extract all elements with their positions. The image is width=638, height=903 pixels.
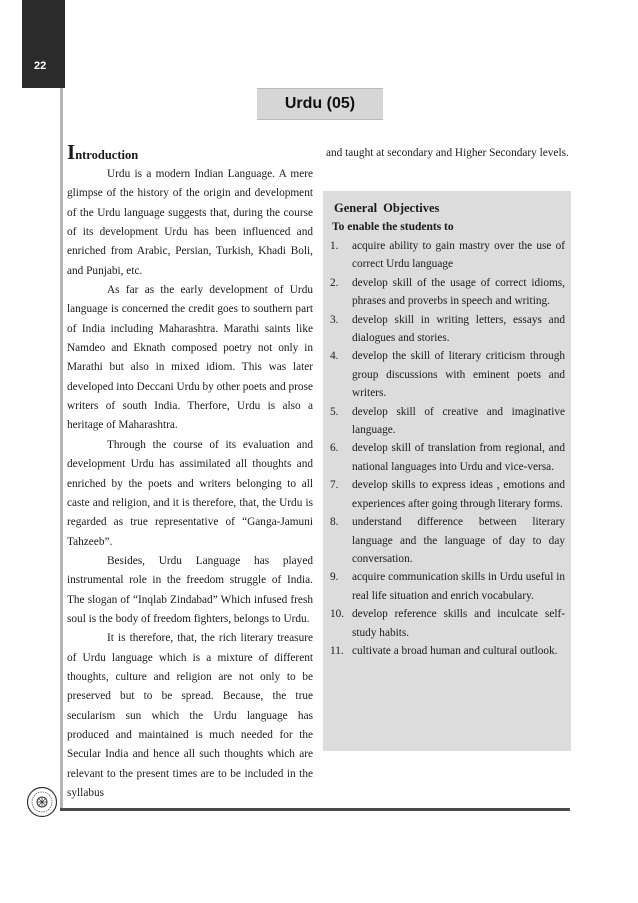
item-number: 2. — [330, 276, 339, 289]
item-text: develop skill in writing letters, essays and dialogues and stories. — [352, 313, 565, 345]
list-item — [330, 568, 565, 605]
item-text: understand difference between literary language and the language of day to day conversation. — [352, 516, 565, 565]
institution-seal-icon — [26, 786, 58, 818]
item-text: develop reference skills and inculcate self-study habits. — [352, 608, 565, 639]
item-text: develop skill of creative and imaginative language. — [352, 405, 565, 437]
item-number: 8. — [330, 516, 339, 529]
continuation-text: and taught at secondary and Higher Secondary levels. — [326, 147, 569, 159]
list-item — [330, 439, 565, 476]
list-item — [330, 274, 565, 311]
item-number: 3. — [330, 313, 339, 326]
introduction-continuation — [326, 144, 572, 163]
page-number-tab — [22, 0, 65, 88]
introduction-column — [67, 142, 313, 803]
list-item — [330, 642, 565, 660]
item-text: develop skills to express ideas , emotions and experiences after going through literary forms. — [352, 479, 565, 510]
objectives-list — [330, 237, 565, 660]
list-item — [330, 311, 565, 348]
list-item — [330, 237, 565, 274]
heading-initial: I — [67, 140, 76, 164]
introduction-heading — [67, 142, 313, 165]
intro-paragraph: It is therefore, that, the rich literary treasure of Urdu language which is a mixture of different thoughts, culture and religion are not only to be preserved but to be spread. Because, the true secularism sun which the Urdu language has produced and maintained is much needed for the Secular India and hence all such thoughts which are relevant to the present times are to be included in the syllabus — [67, 632, 313, 799]
page-number: 22 — [34, 60, 47, 72]
intro-paragraph: Urdu is a modern Indian Language. A mere glimpse of the history of the origin and development of the Urdu language suggests that, during the course of its development Urdu has been influenced and enriched from Arabic, Persian, Turkish, Khadi Boli, and Punjabi, etc. — [67, 168, 313, 277]
item-text: acquire ability to gain mastry over the use of correct Urdu language — [352, 240, 565, 271]
item-number: 6. — [330, 442, 339, 455]
list-item — [330, 605, 565, 642]
list-item — [330, 476, 565, 513]
item-number: 4. — [330, 350, 339, 363]
objectives-box — [323, 191, 571, 751]
item-text: develop skill of the usage of correct idioms, phrases and proverbs in speech and writing. — [352, 276, 565, 308]
objectives-subtitle: To enable the students to — [332, 221, 454, 233]
item-number: 1. — [330, 240, 339, 252]
item-number: 9. — [330, 571, 339, 584]
heading-rest: ntroduction — [75, 148, 139, 162]
item-number: 7. — [330, 479, 339, 492]
intro-paragraph: Through the course of its evaluation and development Urdu has assimilated all thoughts and enriched by the poets and writers belonging to all caste and religion, and it is therefore, that, the Urdu is regarded as true representative of “Ganga-Jamuni Tahzeeb”. — [67, 438, 313, 548]
item-text: acquire communication skills in Urdu useful in real life situation and enrich vocabulary. — [352, 571, 565, 602]
intro-paragraph: Besides, Urdu Language has played instrumental role in the freedom struggle of India. The slogan of “Inqlab Zindabad” Which infused fresh soul is the body of freedom fighters, belongs to Urdu. — [67, 554, 313, 625]
list-item — [330, 513, 565, 568]
item-number: 5. — [330, 405, 339, 418]
intro-paragraph: As far as the early development of Urdu language is concerned the credit goes to southern part of India including Maharashtra. Marathi saints like Namdeo and Eknath composed poetry not only in Marathi but also in mixed idiom. This was later developed into Deccani Urdu by other poets and prose writers of south India. Therfore, Urdu is also a heritage of Maharashtra. — [67, 284, 313, 432]
item-number: 11. — [330, 644, 344, 657]
bottom-rule — [60, 808, 570, 811]
item-text: develop the skill of literary criticism through group discussions with eminent poets and writers. — [352, 350, 565, 400]
left-rule — [60, 88, 63, 808]
list-item — [330, 347, 565, 402]
page-title: Urdu (05) — [257, 88, 383, 120]
list-item — [330, 403, 565, 440]
item-number: 10. — [330, 608, 345, 621]
objectives-title: General Objectives — [334, 201, 440, 215]
item-text: cultivate a broad human and cultural outlook. — [352, 644, 558, 657]
item-text: develop skill of translation from regional, and national languages into Urdu and vice-versa. — [352, 442, 565, 473]
